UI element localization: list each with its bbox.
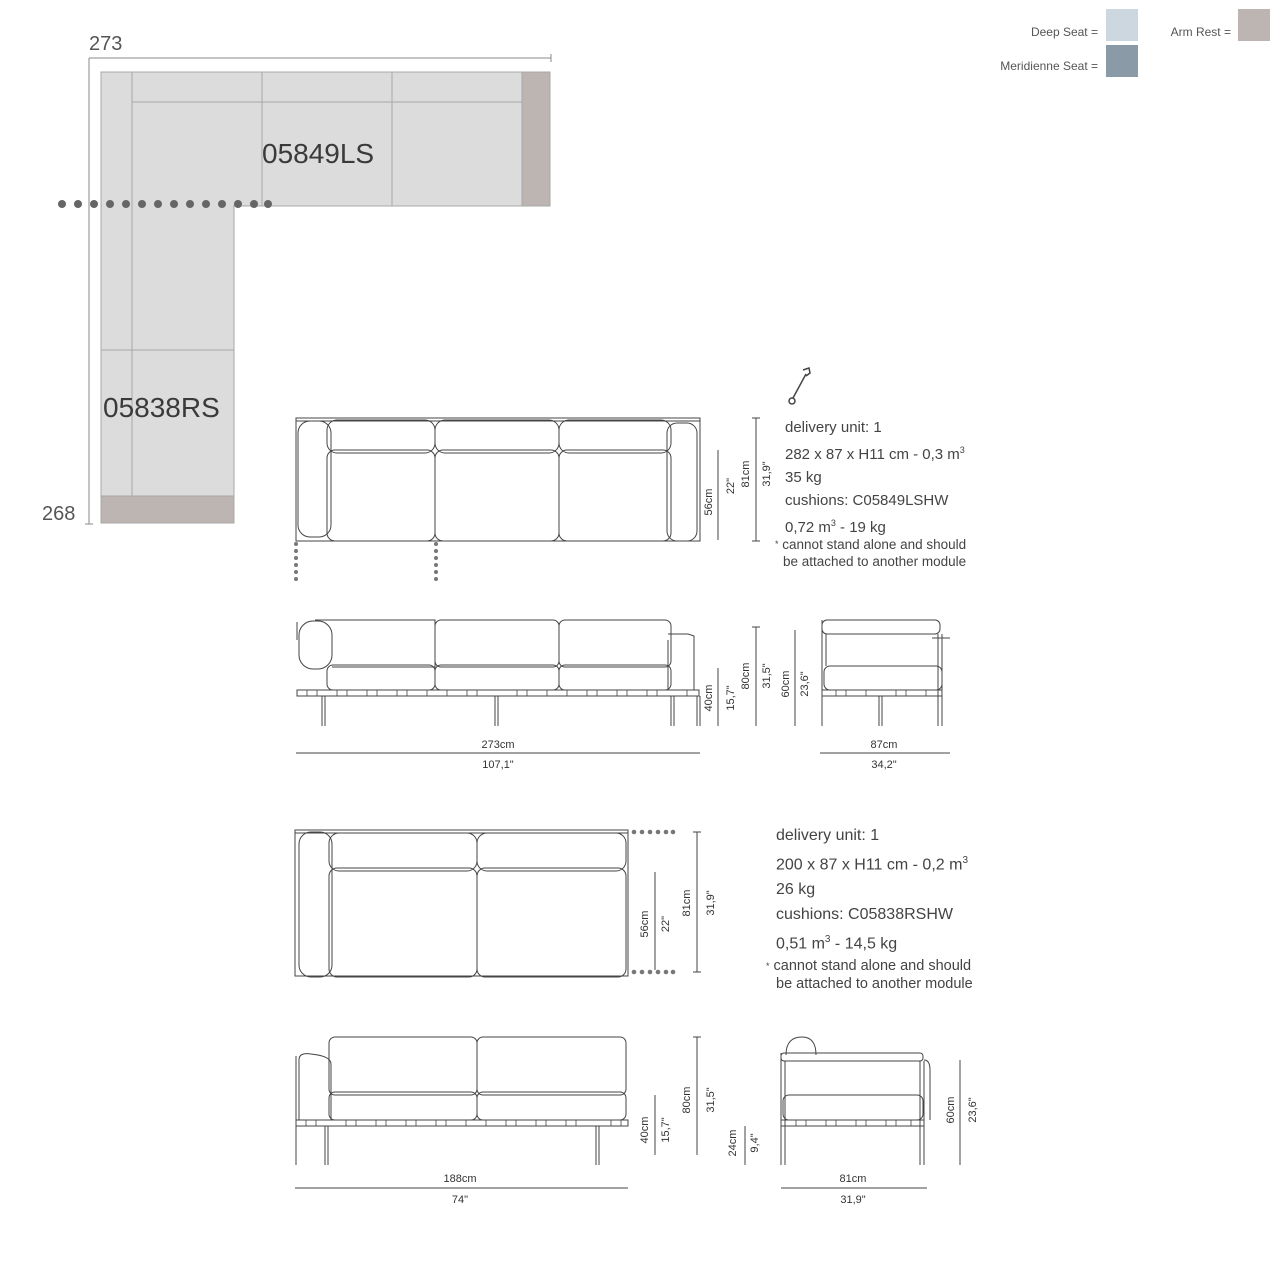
m1-package-dims: 282 x 87 x H11 cm - 0,3 m xyxy=(785,446,960,463)
m2-cushion-weight: - 14,5 kg xyxy=(830,935,898,953)
m1-height-in: 31,5" xyxy=(761,663,773,689)
m2-depth-in: 31,9" xyxy=(705,890,717,916)
m1-weight: 35 kg xyxy=(785,469,822,486)
m1-seat-depth-in: 22" xyxy=(725,477,737,495)
module-code-left: 05849LS xyxy=(262,138,375,169)
m1-depth-cm: 81cm xyxy=(740,460,752,488)
module1-side-view xyxy=(822,620,950,726)
m1-height-cm: 80cm xyxy=(740,662,752,690)
m2-seat-depth-in: 22" xyxy=(660,915,672,933)
m1-side-height-in: 23,6" xyxy=(799,671,811,697)
m2-leg-height-in: 9,4" xyxy=(749,1133,761,1153)
m2-weight: 26 kg xyxy=(776,881,816,899)
module1-note: * cannot stand alone and should be attached to another module xyxy=(775,537,967,569)
m1-seat-height-cm: 40cm xyxy=(703,684,715,712)
m2-height-cm: 80cm xyxy=(681,1086,693,1114)
arm-rest-right xyxy=(522,72,550,206)
legend-meridienne-seat-label: Meridienne Seat = xyxy=(1000,59,1098,73)
module2-side-view xyxy=(781,1037,930,1165)
m1-depth-in: 31,9" xyxy=(761,461,773,487)
m1-side-width-in: 34,2" xyxy=(871,759,897,771)
module1-top-connect-dots xyxy=(294,542,438,581)
module2-specs xyxy=(776,823,968,957)
m2-width-cm: 188cm xyxy=(443,1173,477,1185)
m2-height-in: 31,5" xyxy=(705,1087,717,1113)
m1-package-dims-line: 282 x 87 x H11 cm - 0,3 $m^3$ xyxy=(785,445,965,463)
m2-leg-height-cm: 24cm xyxy=(727,1129,739,1157)
m1-side-width-cm: 87cm xyxy=(870,739,898,751)
m2-seat-height-cm: 40cm xyxy=(639,1116,651,1144)
module2-top-view xyxy=(295,830,628,977)
m2-side-height-cm: 60cm xyxy=(945,1096,957,1124)
m2-package-dims-line: 200 x 87 x H11 cm - 0,2 $m^3$ xyxy=(776,855,969,874)
m2-cushions: cushions: C05838RSHW xyxy=(776,906,953,924)
m2-note-line1: cannot stand alone and should xyxy=(773,958,972,974)
m2-seat-depth-cm: 56cm xyxy=(639,910,651,938)
module-right-body xyxy=(101,206,234,496)
m2-cushion-volume-line: 0,51 $m^3 - 14,5$ kg xyxy=(776,934,898,953)
m1-note-line1: cannot stand alone and should xyxy=(782,537,967,552)
module2-front-view xyxy=(296,1037,628,1165)
m2-seat-height-in: 15,7" xyxy=(660,1117,672,1143)
m1-side-height-cm: 60cm xyxy=(780,670,792,698)
module-code-right: 05838RS xyxy=(103,392,220,423)
m1-width-in: 107,1" xyxy=(482,759,514,771)
legend-deep-seat-label: Deep Seat = xyxy=(1030,25,1098,39)
m1-cushion-weight: - 19 kg xyxy=(835,519,886,536)
m2-side-height-in: 23,6" xyxy=(967,1097,979,1123)
module1-top-view xyxy=(296,418,700,541)
layout-width-label: 273 xyxy=(89,33,123,55)
m1-delivery-unit: delivery unit: 1 xyxy=(785,419,882,436)
layout-depth-label: 268 xyxy=(42,503,76,525)
module1-front-view xyxy=(297,620,700,726)
m1-cushion-volume-line: 0,72 $m^3 - 19$ kg xyxy=(785,518,886,536)
m2-side-width-in: 31,9" xyxy=(840,1194,866,1206)
legend-arm-rest-label: Arm Rest = xyxy=(1170,25,1231,39)
m1-seat-height-in: 15,7" xyxy=(725,685,737,711)
m2-depth-cm: 81cm xyxy=(681,889,693,917)
m1-cushion-volume: 0,72 m xyxy=(785,519,831,536)
m2-side-width-cm: 81cm xyxy=(839,1173,867,1185)
wrench-icon xyxy=(789,368,810,404)
m2-cushion-volume: 0,51 m xyxy=(776,935,825,953)
m1-cushions: cushions: C05849LSHW xyxy=(785,492,949,509)
m1-note-line2: be attached to another module xyxy=(783,554,967,569)
m1-seat-depth-cm: 56cm xyxy=(703,488,715,516)
module2-top-connect-dots xyxy=(632,830,676,975)
m1-width-cm: 273cm xyxy=(481,739,515,751)
m2-delivery-unit: delivery unit: 1 xyxy=(776,827,880,844)
arm-rest-bottom xyxy=(101,496,234,523)
m2-width-in: 74" xyxy=(451,1194,469,1206)
m2-package-dims: 200 x 87 x H11 cm - 0,2 m xyxy=(776,856,963,874)
module1-specs xyxy=(785,416,965,539)
module2-note: * cannot stand alone and should be attached to another module xyxy=(766,958,973,992)
m2-note-line2: be attached to another module xyxy=(776,976,973,992)
